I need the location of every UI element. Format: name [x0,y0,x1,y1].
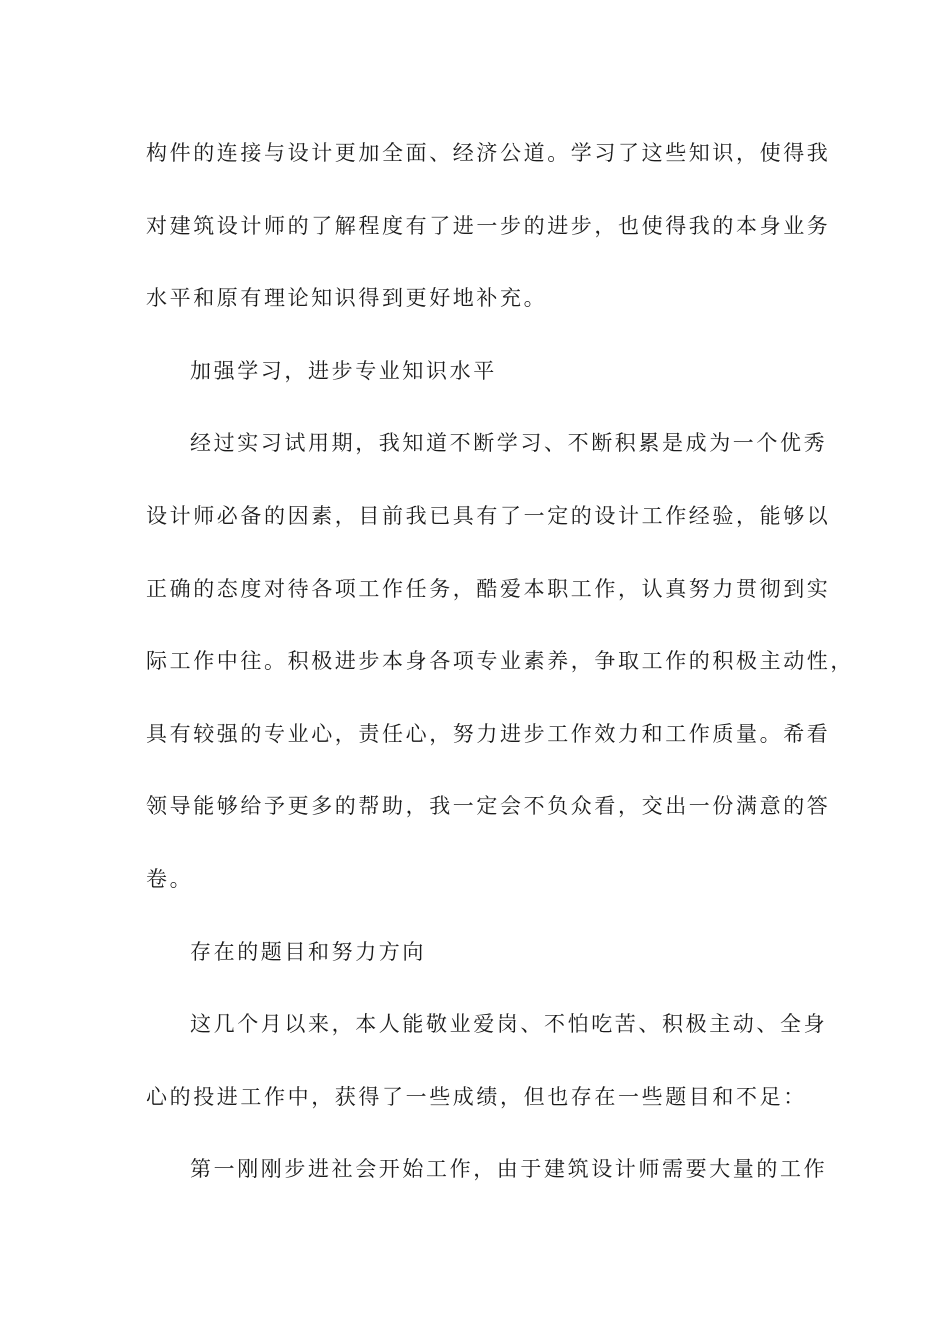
text-line: 正确的态度对待各项工作任务，酷爱本职工作，认真努力贯彻到实 [146,576,831,601]
text-line: 心的投进工作中，获得了一些成绩，但也存在一些题目和不足： [146,1084,807,1109]
text-line: 这几个月以来，本人能敬业爱岗、不怕吃苦、积极主动、全身 [190,1012,828,1037]
text-line: 际工作中往。积极进步本身各项专业素养，争取工作的积极主动性， [146,649,854,674]
text-line: 对建筑设计师的了解程度有了进一步的进步，也使得我的本身业务 [146,213,831,238]
text-line: 卷。 [146,866,194,891]
text-line: 领导能够给予更多的帮助，我一定会不负众看，交出一份满意的答 [146,794,831,819]
text-line: 构件的连接与设计更加全面、经济公道。学习了这些知识，使得我 [146,141,831,165]
text-line: 经过实习试用期，我知道不断学习、不断积累是成为一个优秀 [190,431,828,456]
body-text [146,127,854,1216]
text-line: 具有较强的专业心，责任心，努力进步工作效力和工作质量。希看 [146,721,831,746]
section-heading: 存在的题目和努力方向 [190,939,426,964]
text-line: 设计师必备的因素，目前我已具有了一定的设计工作经验，能够以 [146,503,831,528]
text-line: 水平和原有理论知识得到更好地补充。 [146,286,548,311]
section-heading: 加强学习，进步专业知识水平 [190,358,497,383]
text-line: 第一刚刚步进社会开始工作，由于建筑设计师需要大量的工作 [190,1157,828,1182]
